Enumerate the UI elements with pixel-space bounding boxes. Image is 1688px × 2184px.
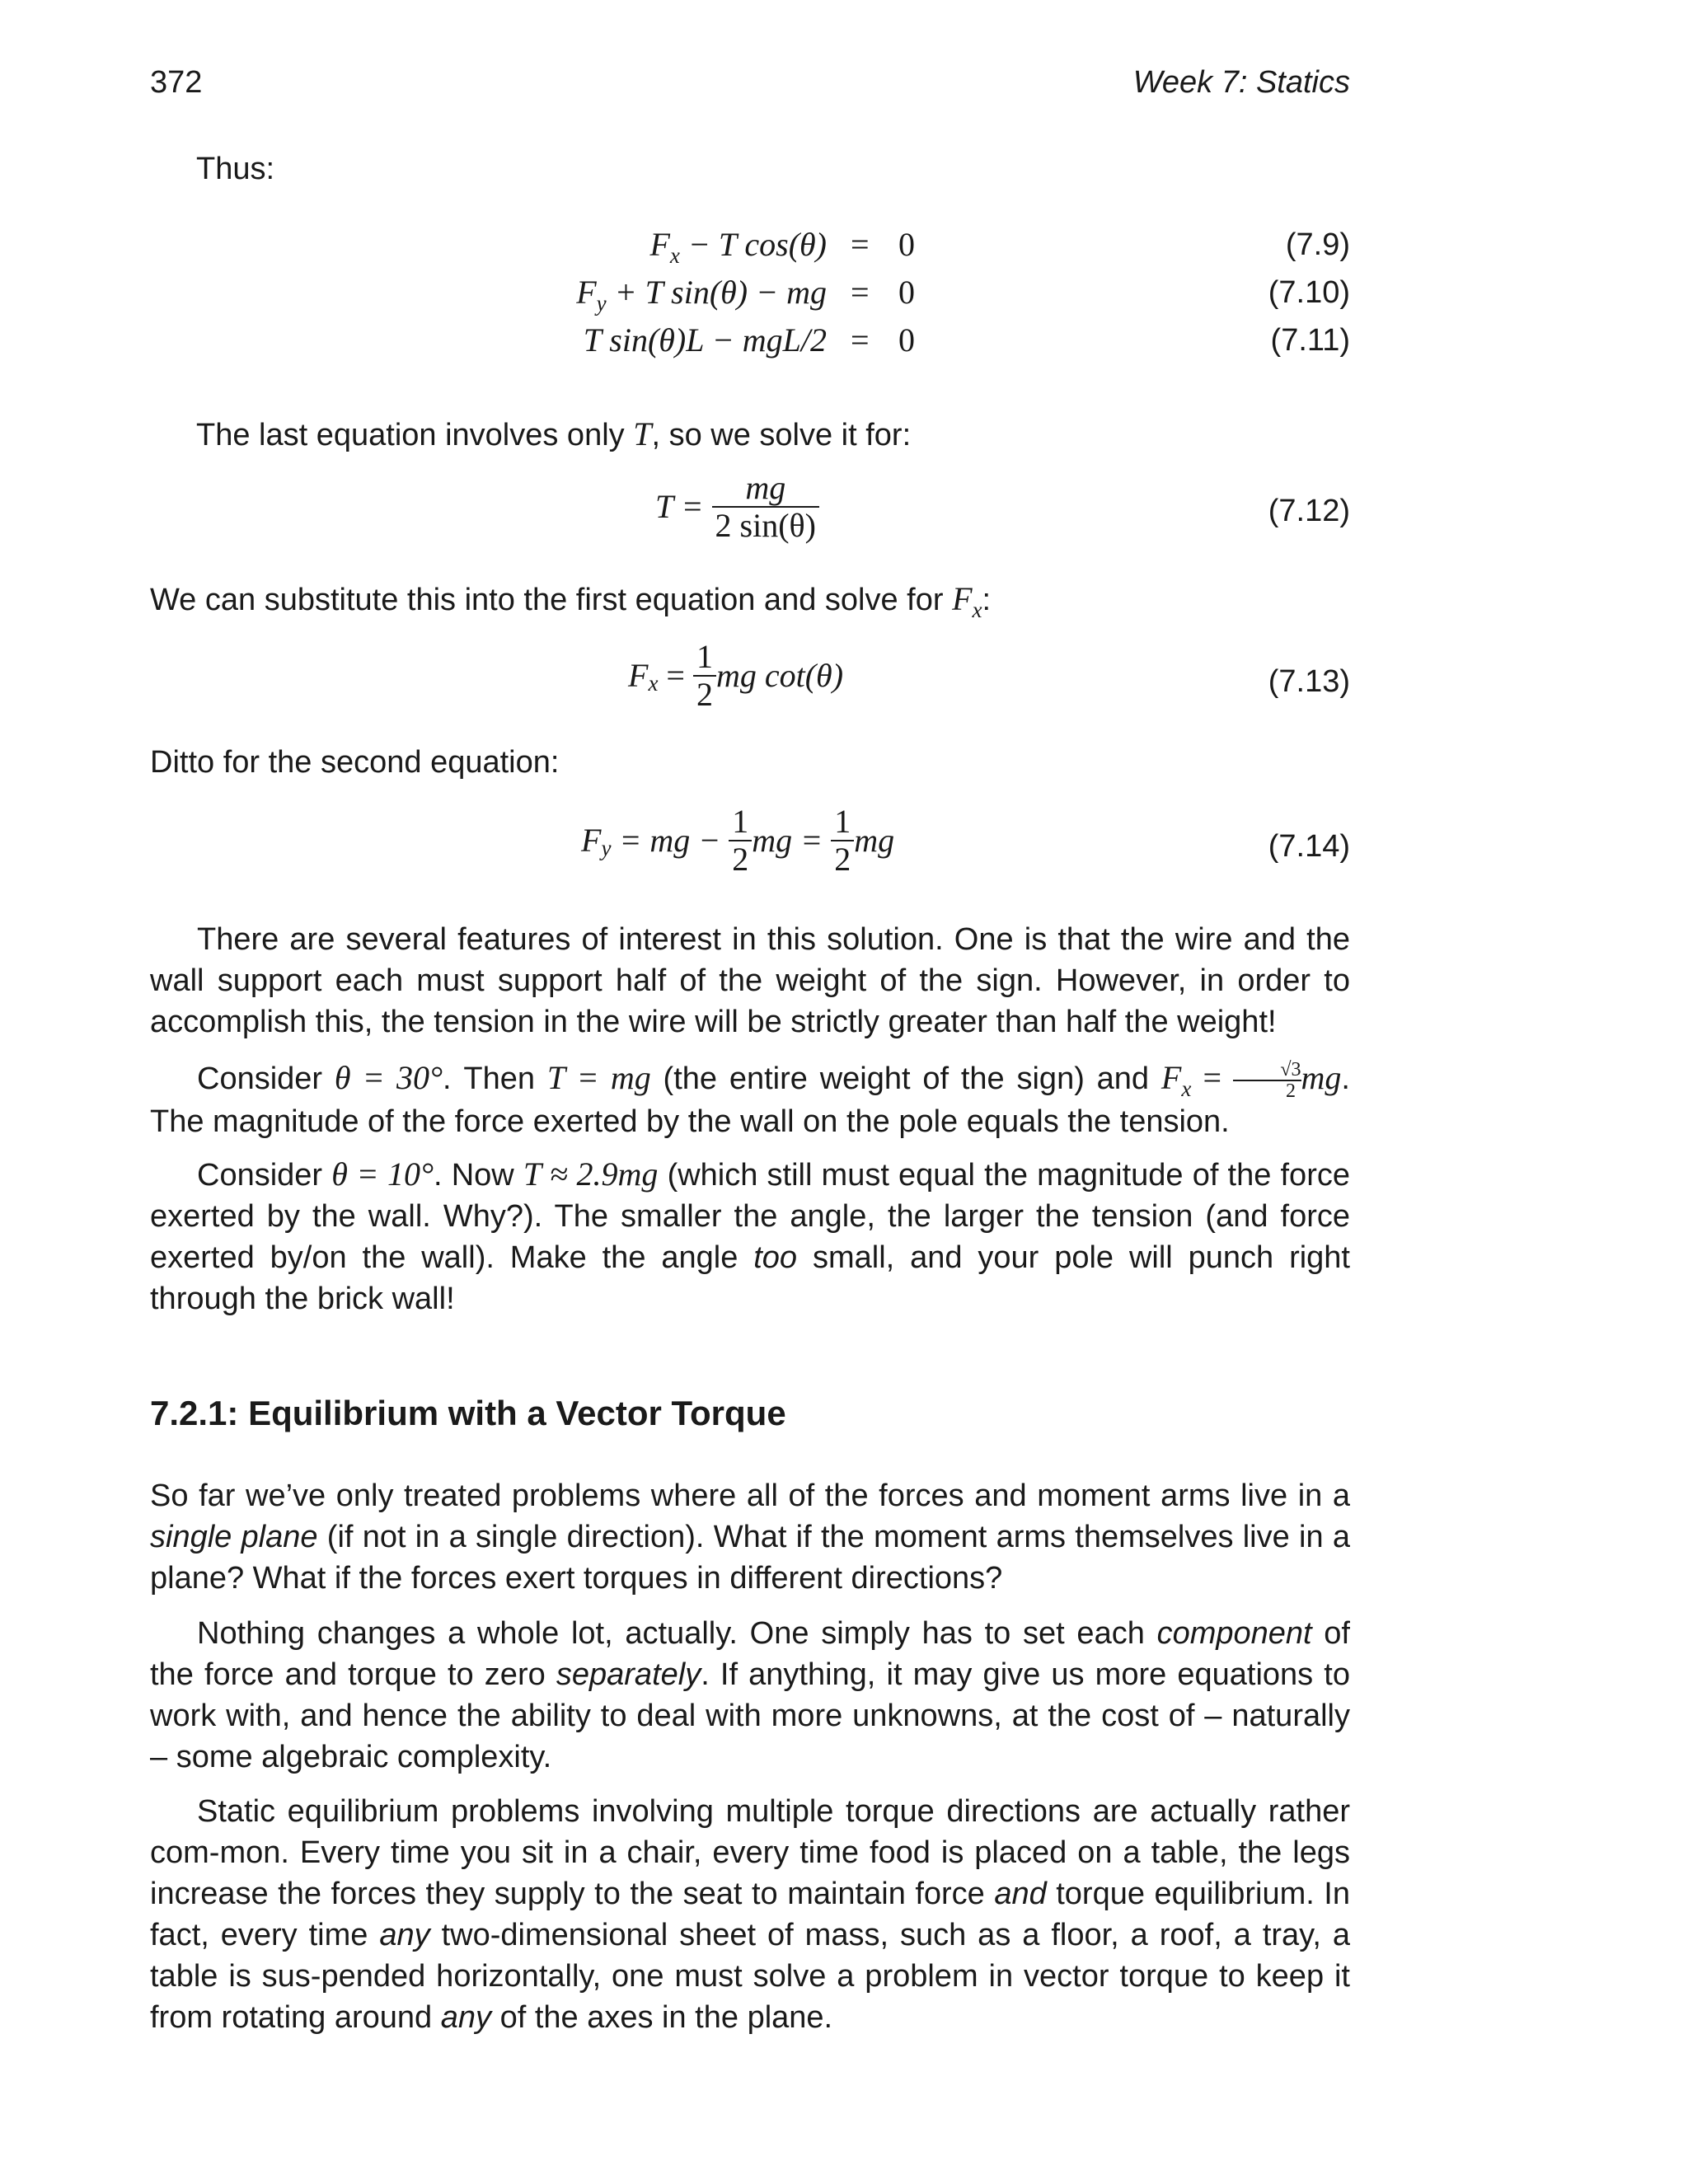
eq-7-14-fraction-2: $\frac{1}{2}$ [831, 804, 854, 878]
eq-7-12-number: (7.12) [1268, 494, 1350, 528]
page-number: 372 [150, 65, 203, 100]
eq-7-11-rhs: 0 [898, 321, 915, 359]
eq-7-10-rhs: 0 [898, 274, 915, 311]
paragraph-so-far: So far we’ve only treated problems where all of the forces and moment arms live in a single plane (if not in a single direction). What if the moment arms themselves live in a plane? What if the forces exert torques in different directions? [150, 1479, 1350, 1596]
eq-7-13: $F_x$ = $\frac{1}{2}$ mg cot(θ) [628, 638, 844, 713]
eq-7-14-fraction-1: $\frac{1}{2}$ [729, 804, 752, 878]
eq-7-11-sign: = [851, 321, 870, 359]
eq-7-12-fraction: $\frac{mg}{2 \sin(\theta)}$ [712, 470, 819, 544]
intro-text: Thus: [196, 152, 275, 186]
paragraph-substitute: We can substitute this into the first equation and solve for $F_x$: [150, 580, 992, 622]
eq-7-10-sign: = [851, 274, 870, 311]
eq-7-12: T = $\frac{mg}{2 \sin(\theta)}$ [655, 470, 819, 544]
section-heading: 7.2.1: Equilibrium with a Vector Torque [150, 1394, 786, 1432]
paragraph-static-equilibrium: Static equilibrium problems involving multiple torque directions are actually rather com-mon. Every time you sit in a chair, every time food is placed on a table, the legs increase the forces they supply to the seat to maintain force and torque equilibrium. In fact, every time any two-dimensional sheet of mass, such as a floor, a roof, a tray, a table is sus-pended horizontally, one must solve a problem in vector torque to keep it from rotating around any of the axes in the plane. [150, 1794, 1350, 2035]
paragraph-nothing-changes: Nothing changes a whole lot, actually. One simply has to set each component of the force and torque to zero separately. If anything, it may give us more equations to work with, and hence the ability to deal with more unknowns, at the cost of – naturally – some algebraic complexity. [150, 1616, 1350, 1774]
paragraph-30-degrees: Consider θ = 30°. Then T = mg (the entire weight of the sign) and $F_x$ = $\frac{√3}{2}$ mg. The magnitude of the force exerted by the wall on the pole equals the tension. [150, 1058, 1350, 1139]
eq-7-9-sign: = [851, 226, 870, 263]
paragraph-10-degrees: Consider θ = 10°. Now T ≈ 2.9mg (which still must equal the magnitude of the force exerted by the wall. Why?). The smaller the angle, the larger the tension (and force exerted by/on the wall). Make the angle too small, and your pole will punch right through the brick wall! [150, 1155, 1350, 1316]
paragraph-ditto: Ditto for the second equation: [150, 745, 560, 780]
eq-7-11-number: (7.11) [1270, 323, 1350, 358]
eq-7-9-number: (7.9) [1285, 227, 1350, 262]
paragraph-last-equation: The last equation involves only T, so we solve it for: [196, 415, 912, 452]
eq-7-13-fraction: $\frac{1}{2}$ [693, 639, 716, 713]
paragraph-features: There are several features of interest in this solution. One is that the wire and the wall support each must support half of the weight of the sign. However, in order to accomplish this, the tension in the wire will be strictly greater than half the weight! [150, 922, 1350, 1039]
eq-7-11-lhs: T sin(θ)L − mgL/2 [583, 321, 827, 359]
eq-7-14: $F_y$ = mg − $\frac{1}{2}$ mg = $\frac{1}{2}$ mg [581, 803, 895, 878]
eq-7-14-number: (7.14) [1268, 829, 1350, 864]
eq-7-10-lhs: $F_y + T$ sin(θ) − mg [576, 274, 827, 316]
eq-7-13-number: (7.13) [1268, 664, 1350, 699]
sqrt3-over-2-fraction: $\frac{√3}{2}$ [1233, 1060, 1301, 1101]
eq-7-9-lhs: $F_x - T$ cos(θ) [649, 226, 827, 268]
eq-7-10-number: (7.10) [1268, 275, 1350, 310]
eq-7-9-rhs: 0 [898, 226, 915, 263]
running-title: Week 7: Statics [1132, 65, 1350, 100]
